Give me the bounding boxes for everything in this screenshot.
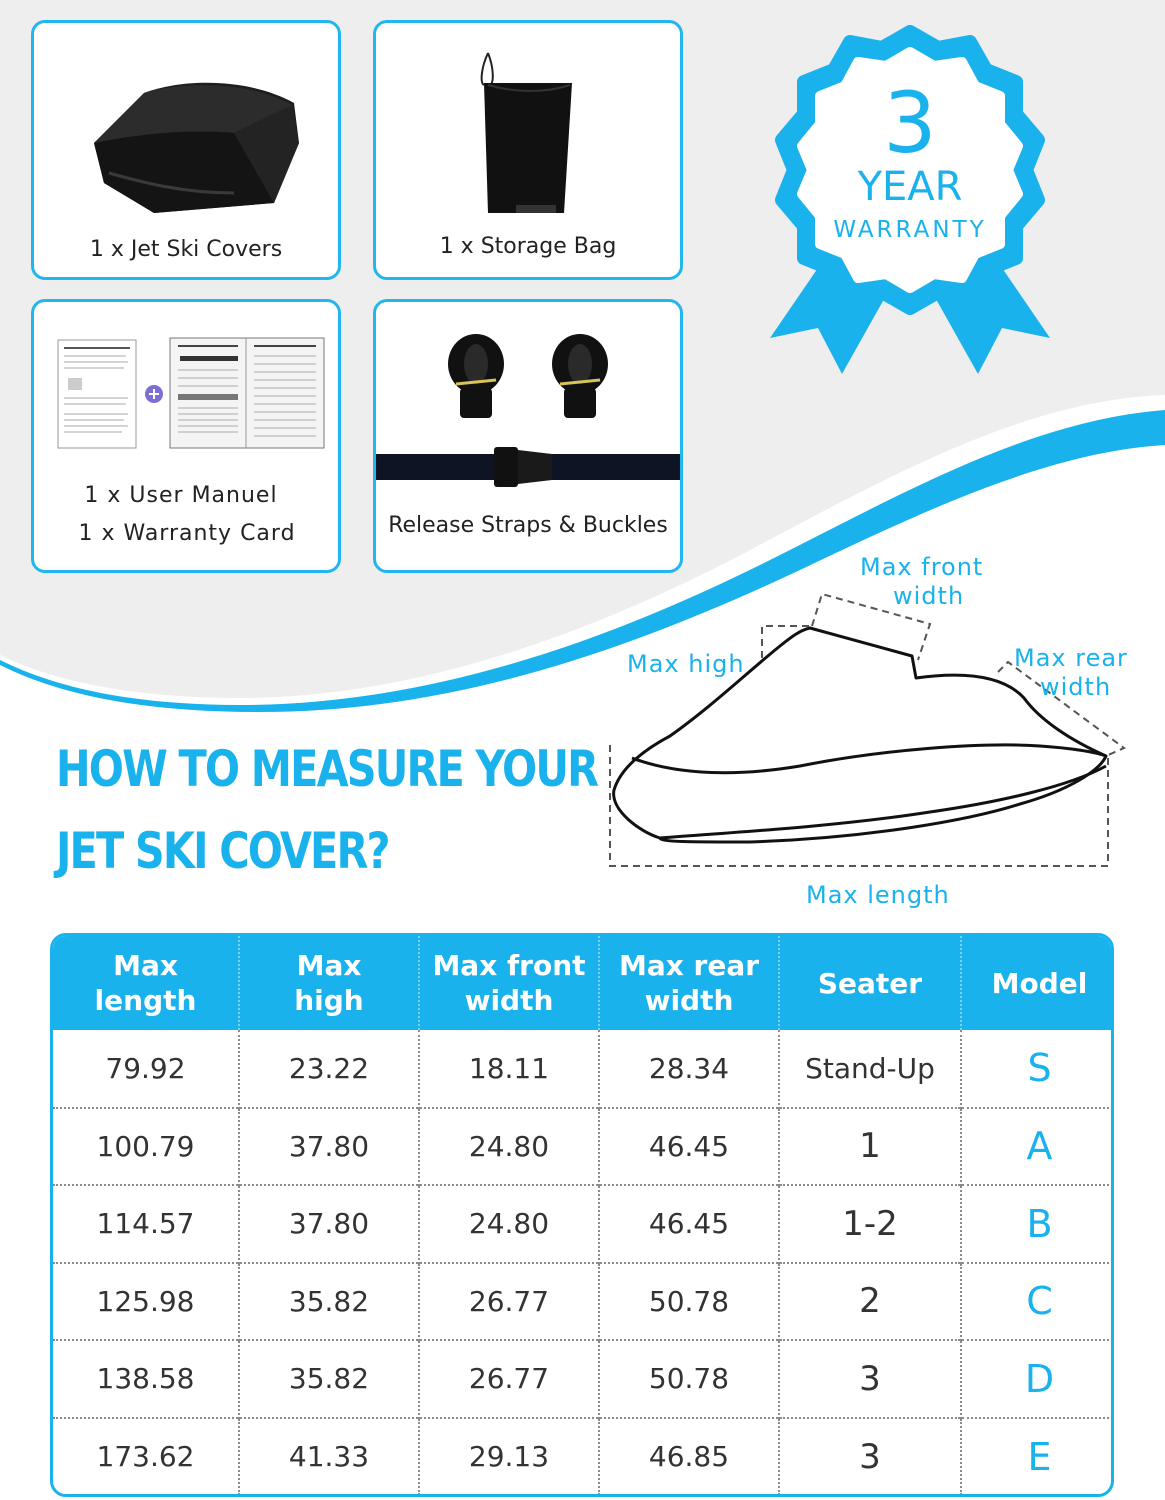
header-model: Model: [961, 936, 1114, 1030]
folded-cover-image: [34, 33, 338, 233]
header-max-length: Max length: [53, 936, 239, 1030]
package-item-cover: [31, 20, 341, 280]
size-table-header-row: [53, 936, 1114, 1030]
cell-max-length: 138.58: [53, 1340, 239, 1418]
cell-max-rear-width: 50.78: [599, 1263, 779, 1341]
cell-model: C: [961, 1263, 1114, 1341]
cell-max-high: 35.82: [239, 1263, 419, 1341]
cell-model: B: [961, 1185, 1114, 1263]
cell-max-rear-width: 46.45: [599, 1108, 779, 1186]
documents-image: [34, 334, 338, 464]
cell-max-high: 35.82: [239, 1340, 419, 1418]
cell-max-length: 114.57: [53, 1185, 239, 1263]
cell-max-front-width: 24.80: [419, 1185, 599, 1263]
cell-model: E: [961, 1418, 1114, 1496]
cell-max-rear-width: 46.85: [599, 1418, 779, 1496]
diagram-label-max-front-width-line1: Max front: [860, 553, 984, 581]
diagram-label-max-length: Max length: [806, 881, 950, 909]
cell-max-rear-width: 50.78: [599, 1340, 779, 1418]
cell-seater: 1-2: [779, 1185, 961, 1263]
header-seater: Seater: [779, 936, 961, 1030]
table-row: [53, 1030, 1114, 1108]
warranty-year: YEAR: [857, 164, 963, 210]
package-item-straps: [373, 299, 683, 573]
table-row: [53, 1418, 1114, 1496]
cell-seater: 3: [779, 1340, 961, 1418]
cell-max-length: 125.98: [53, 1263, 239, 1341]
cell-max-rear-width: 46.45: [599, 1185, 779, 1263]
storage-bag-image: [376, 23, 680, 223]
table-row: [53, 1108, 1114, 1186]
diagram-label-max-rear-width-line1: Max rear: [1014, 644, 1128, 672]
cell-max-front-width: 24.80: [419, 1108, 599, 1186]
cell-seater: 3: [779, 1418, 961, 1496]
package-item-storage-bag: [373, 20, 683, 280]
cell-model: A: [961, 1108, 1114, 1186]
jet-ski-outline-diagram: [600, 580, 1140, 910]
header-max-high: Max high: [239, 936, 419, 1030]
cell-seater: Stand-Up: [779, 1030, 961, 1108]
cell-max-front-width: 26.77: [419, 1340, 599, 1418]
cell-seater: 1: [779, 1108, 961, 1186]
cell-max-length: 100.79: [53, 1108, 239, 1186]
package-item-storage-bag-label: 1 x Storage Bag: [439, 234, 617, 259]
header-max-rear-width: Max rear width: [599, 936, 779, 1030]
diagram-label-max-front-width-line2: width: [893, 582, 965, 610]
cell-model: S: [961, 1030, 1114, 1108]
cell-max-front-width: 18.11: [419, 1030, 599, 1108]
table-row: [53, 1340, 1114, 1418]
package-item-straps-label: Release Straps & Buckles: [388, 513, 668, 538]
page-title-line2: JET SKI COVER?: [56, 822, 389, 880]
cell-seater: 2: [779, 1263, 961, 1341]
diagram-label-max-high: Max high: [627, 650, 745, 678]
table-row: [53, 1263, 1114, 1341]
cell-model: D: [961, 1340, 1114, 1418]
cell-max-high: 37.80: [239, 1108, 419, 1186]
diagram-label-max-rear-width-line2: width: [1040, 673, 1112, 701]
header-max-front-width: Max front width: [419, 936, 599, 1030]
cell-max-rear-width: 28.34: [599, 1030, 779, 1108]
package-item-warranty-card-label: 1 x Warranty Card: [78, 521, 296, 546]
cell-max-high: 41.33: [239, 1418, 419, 1496]
page-title-line1: HOW TO MEASURE YOUR: [56, 740, 598, 798]
warranty-text: WARRANTY: [833, 217, 987, 243]
package-item-cover-label: 1 x Jet Ski Covers: [89, 237, 283, 262]
cell-max-front-width: 29.13: [419, 1418, 599, 1496]
size-table: [50, 933, 1114, 1497]
table-row: [53, 1185, 1114, 1263]
straps-image: [376, 302, 680, 502]
cell-max-high: 23.22: [239, 1030, 419, 1108]
warranty-number: 3: [883, 74, 937, 172]
cell-max-length: 79.92: [105, 1051, 186, 1085]
cell-max-length: 173.62: [53, 1418, 239, 1496]
cell-max-front-width: 26.77: [419, 1263, 599, 1341]
cell-max-high: 37.80: [239, 1185, 419, 1263]
package-item-documents: [31, 299, 341, 573]
package-item-manual-label: 1 x User Manuel: [84, 483, 278, 508]
